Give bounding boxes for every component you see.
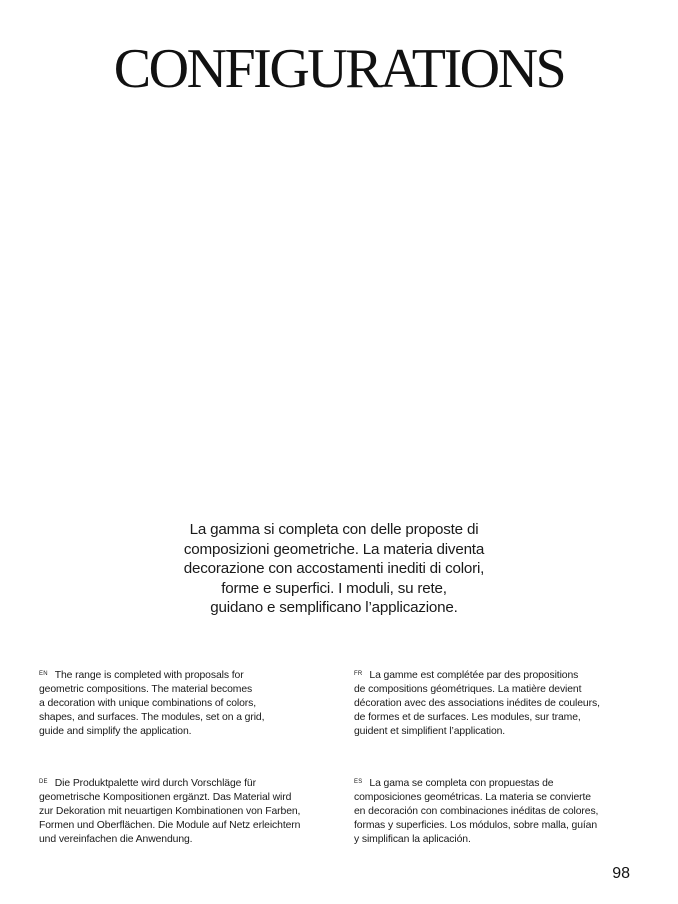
text-line bbox=[354, 667, 644, 683]
text-line bbox=[39, 775, 329, 791]
text-line: zur Dekoration mit neuartigen Kombinationen von Farben, bbox=[39, 806, 301, 817]
text-line: en decoración con combinaciones inéditas de colores, bbox=[354, 806, 599, 817]
text-line: y simplifican la aplicación. bbox=[354, 834, 471, 845]
text-line: guident et simplifient l’application. bbox=[354, 726, 506, 737]
text-line-content: La gama se completa con propuestas de bbox=[369, 778, 554, 789]
text-line: composiciones geométricas. La materia se convierte bbox=[354, 792, 591, 803]
intro-line: composizioni geometriche. La materia diventa bbox=[183, 540, 485, 558]
text-line: de compositions géométriques. La matière devient bbox=[354, 684, 582, 695]
language-code-es: ES bbox=[354, 779, 363, 785]
text-line: de formes et de surfaces. Les modules, sur trame, bbox=[354, 712, 581, 723]
intro-line: decorazione con accostamenti inediti di colori, bbox=[183, 560, 485, 577]
text-line: geometric compositions. The material becomes bbox=[39, 684, 253, 695]
text-line: guide and simplify the application. bbox=[39, 726, 192, 737]
language-code-en: EN bbox=[39, 671, 48, 677]
text-line: Formen und Oberflächen. Die Module auf Netz erleichtern bbox=[39, 820, 301, 831]
text-line: und vereinfachen die Anwendung. bbox=[39, 834, 193, 845]
text-line: shapes, and surfaces. The modules, set on a grid, bbox=[39, 712, 265, 723]
text-line bbox=[354, 775, 644, 791]
text-line: décoration avec des associations inédites de couleurs, bbox=[354, 698, 600, 709]
page-number: 98 bbox=[612, 865, 630, 882]
intro-paragraph-it bbox=[140, 520, 528, 618]
translation-fr bbox=[354, 667, 644, 739]
text-line-content: La gamme est complétée par des propositions bbox=[369, 670, 579, 681]
intro-line: forme e superfici. I moduli, su rete, bbox=[221, 579, 447, 597]
text-line-content: The range is completed with proposals for bbox=[54, 670, 244, 681]
language-code-fr: FR bbox=[354, 671, 363, 677]
translation-de bbox=[39, 775, 329, 847]
text-line bbox=[39, 667, 329, 683]
text-line: formas y superficies. Los módulos, sobre malla, guían bbox=[354, 820, 598, 831]
intro-line: guidano e semplificano l’applicazione. bbox=[210, 599, 458, 616]
language-code-de: DE bbox=[39, 779, 48, 785]
text-line: a decoration with unique combinations of colors, bbox=[39, 698, 256, 709]
intro-line: La gamma si completa con delle proposte di bbox=[189, 521, 479, 538]
text-line: geometrische Kompositionen ergänzt. Das Material wird bbox=[39, 792, 292, 803]
text-line-content: Die Produktpalette wird durch Vorschläge für bbox=[54, 778, 256, 789]
translation-en bbox=[39, 667, 329, 739]
translation-es bbox=[354, 775, 644, 847]
page-title: CONFIGURATIONS bbox=[113, 38, 565, 100]
